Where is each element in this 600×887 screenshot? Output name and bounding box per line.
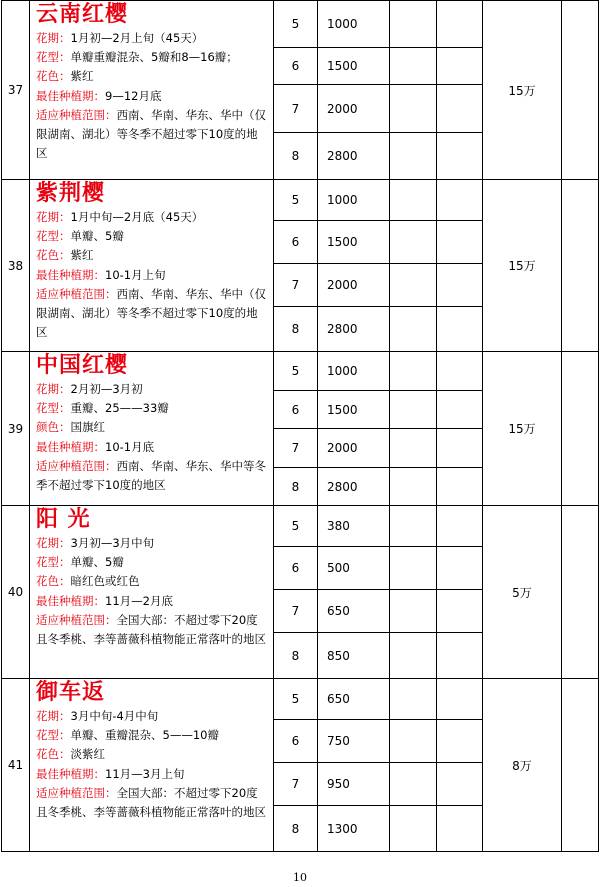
size-cell: 8 <box>274 633 318 679</box>
quantity-cell: 1300 <box>318 806 390 852</box>
detail-colon: ： <box>59 709 71 723</box>
size-cell: 5 <box>274 506 318 547</box>
entry-number: 37 <box>2 1 30 180</box>
size-cell: 7 <box>274 763 318 806</box>
size-cell: 8 <box>274 806 318 852</box>
detail-label: 颜色 <box>36 420 59 435</box>
size-cell: 7 <box>274 85 318 133</box>
detail-label: 花色 <box>36 69 59 84</box>
empty-cell-a <box>390 720 437 763</box>
detail-value: 单瓣、5瓣 <box>70 555 124 570</box>
empty-cell-b <box>437 806 483 852</box>
size-cell: 6 <box>274 547 318 590</box>
detail-value: 紫红 <box>70 69 94 84</box>
detail-label: 花期 <box>36 536 59 550</box>
empty-cell-a <box>390 133 437 180</box>
detail-line <box>36 592 269 611</box>
empty-cell-b <box>437 352 483 391</box>
empty-cell-c <box>562 180 599 352</box>
detail-label: 花期 <box>36 210 59 224</box>
size-cell: 8 <box>274 133 318 180</box>
empty-cell-b <box>437 429 483 468</box>
quantity-cell: 1500 <box>318 48 390 85</box>
detail-value: 3月初—3月中旬 <box>70 536 155 550</box>
detail-label: 花型 <box>36 728 59 743</box>
detail-colon: ： <box>59 210 71 224</box>
detail-label: 最佳种植期 <box>36 593 94 608</box>
detail-line <box>36 399 269 418</box>
empty-cell-a <box>390 547 437 590</box>
variety-description <box>30 352 274 506</box>
detail-line <box>36 726 269 745</box>
empty-cell-b <box>437 48 483 85</box>
detail-value: 紫红 <box>70 248 94 263</box>
quantity-cell: 650 <box>318 590 390 633</box>
detail-value: 暗红色或红色 <box>70 574 140 589</box>
detail-colon: ： <box>59 420 71 435</box>
detail-label: 适应种植范围 <box>36 612 105 627</box>
empty-cell-a <box>390 180 437 221</box>
empty-cell-a <box>390 429 437 468</box>
detail-colon: ： <box>59 31 71 45</box>
empty-cell-b <box>437 763 483 806</box>
empty-cell-a <box>390 679 437 720</box>
variety-name: 御车返 <box>36 680 106 705</box>
empty-cell-b <box>437 506 483 547</box>
variety-name: 中国红樱 <box>36 353 129 378</box>
detail-value: 重瓣、25——33瓣 <box>70 401 169 416</box>
detail-line <box>36 765 269 784</box>
variety-name: 云南红樱 <box>36 2 129 27</box>
empty-cell-a <box>390 590 437 633</box>
size-cell: 5 <box>274 180 318 221</box>
empty-cell-b <box>437 468 483 506</box>
detail-line <box>36 87 269 106</box>
quantity-cell: 1000 <box>318 180 390 221</box>
size-cell: 6 <box>274 391 318 429</box>
detail-value: 全国大部：不超过零下20度且冬季桃、李等蔷薇科植物能正常落叶的地区 <box>36 785 266 820</box>
detail-colon: ： <box>59 69 71 84</box>
quantity-cell: 750 <box>318 720 390 763</box>
empty-cell-c <box>562 506 599 679</box>
detail-colon: ： <box>59 747 71 762</box>
quantity-cell: 2000 <box>318 85 390 133</box>
quantity-cell: 950 <box>318 763 390 806</box>
detail-label: 花期 <box>36 709 59 723</box>
detail-value: 11月—2月底 <box>105 593 173 608</box>
detail-label: 花期 <box>36 382 59 396</box>
detail-value: 3月中旬-4月中旬 <box>70 709 159 723</box>
empty-cell-c <box>562 352 599 506</box>
empty-cell-a <box>390 264 437 307</box>
detail-label: 花型 <box>36 229 59 244</box>
detail-colon: ： <box>105 612 117 627</box>
detail-label: 最佳种植期 <box>36 439 94 454</box>
detail-value: 西南、华南、华东、华中（仅限湖南、湖北）等冬季不超过零下10度的地区 <box>36 286 266 340</box>
size-cell: 5 <box>274 679 318 720</box>
detail-value: 西南、华南、华东、华中等冬季不超过零下10度的地区 <box>36 458 266 493</box>
quantity-cell: 2800 <box>318 133 390 180</box>
size-cell: 6 <box>274 221 318 264</box>
detail-line <box>36 266 269 285</box>
detail-label: 花色 <box>36 574 59 589</box>
detail-line <box>36 208 269 227</box>
detail-colon: ： <box>93 439 105 454</box>
empty-cell-b <box>437 133 483 180</box>
detail-colon: ： <box>105 785 117 800</box>
detail-label: 最佳种植期 <box>36 267 94 282</box>
size-cell: 5 <box>274 352 318 391</box>
empty-cell-a <box>390 307 437 352</box>
detail-line <box>36 457 269 495</box>
detail-colon: ： <box>93 88 105 103</box>
detail-value: 单瓣、5瓣 <box>70 229 124 244</box>
empty-cell-a <box>390 221 437 264</box>
detail-line <box>36 572 269 591</box>
detail-line <box>36 48 269 67</box>
detail-colon: ： <box>59 248 71 263</box>
empty-cell-b <box>437 633 483 679</box>
detail-colon: ： <box>59 728 71 743</box>
detail-colon: ： <box>93 267 105 282</box>
variety-description <box>30 506 274 679</box>
detail-line <box>36 553 269 572</box>
detail-line <box>36 380 269 399</box>
quantity-cell: 850 <box>318 633 390 679</box>
detail-line <box>36 246 269 265</box>
quantity-cell: 1000 <box>318 1 390 48</box>
detail-label: 最佳种植期 <box>36 88 94 103</box>
detail-colon: ： <box>59 574 71 589</box>
quantity-cell: 500 <box>318 547 390 590</box>
price-table <box>1 0 599 852</box>
total-cell: 15万 <box>483 180 562 352</box>
detail-line <box>36 707 269 726</box>
detail-colon: ： <box>59 382 71 396</box>
empty-cell-a <box>390 352 437 391</box>
detail-value: 淡紫红 <box>70 747 105 762</box>
quantity-cell: 2000 <box>318 264 390 307</box>
empty-cell-a <box>390 391 437 429</box>
empty-cell-b <box>437 85 483 133</box>
empty-cell-b <box>437 391 483 429</box>
empty-cell-b <box>437 1 483 48</box>
quantity-cell: 2000 <box>318 429 390 468</box>
detail-line <box>36 227 269 246</box>
entry-number: 39 <box>2 352 30 506</box>
variety-description <box>30 679 274 852</box>
empty-cell-c <box>562 679 599 852</box>
entry-number: 38 <box>2 180 30 352</box>
detail-label: 花期 <box>36 31 59 45</box>
table-row <box>2 352 599 391</box>
detail-colon: ： <box>93 766 105 781</box>
empty-cell-a <box>390 85 437 133</box>
total-cell: 15万 <box>483 1 562 180</box>
total-cell: 15万 <box>483 352 562 506</box>
empty-cell-b <box>437 264 483 307</box>
detail-line <box>36 29 269 48</box>
empty-cell-c <box>562 1 599 180</box>
size-cell: 8 <box>274 307 318 352</box>
detail-label: 花型 <box>36 401 59 416</box>
variety-name: 阳 光 <box>36 507 91 532</box>
detail-value: 10-1月上旬 <box>105 267 166 282</box>
empty-cell-a <box>390 468 437 506</box>
page-number: 10 <box>293 871 307 884</box>
quantity-cell: 650 <box>318 679 390 720</box>
detail-value: 11月—3月上旬 <box>105 766 185 781</box>
detail-label: 适应种植范围 <box>36 785 105 800</box>
quantity-cell: 1500 <box>318 221 390 264</box>
empty-cell-a <box>390 806 437 852</box>
detail-label: 最佳种植期 <box>36 766 94 781</box>
detail-line <box>36 745 269 764</box>
empty-cell-b <box>437 307 483 352</box>
detail-colon: ： <box>59 536 71 550</box>
size-cell: 6 <box>274 720 318 763</box>
detail-line <box>36 611 269 649</box>
quantity-cell: 380 <box>318 506 390 547</box>
detail-label: 花色 <box>36 248 59 263</box>
variety-description <box>30 1 274 180</box>
quantity-cell: 2800 <box>318 307 390 352</box>
size-cell: 7 <box>274 590 318 633</box>
empty-cell-b <box>437 221 483 264</box>
detail-label: 适应种植范围 <box>36 286 105 301</box>
table-row <box>2 506 599 547</box>
entry-number: 40 <box>2 506 30 679</box>
detail-value: 1月中旬—2月底（45天） <box>70 210 204 224</box>
detail-colon: ： <box>59 50 71 65</box>
detail-label: 适应种植范围 <box>36 107 105 122</box>
total-cell: 8万 <box>483 679 562 852</box>
detail-value: 全国大部：不超过零下20度且冬季桃、李等蔷薇科植物能正常落叶的地区 <box>36 612 266 647</box>
quantity-cell: 1000 <box>318 352 390 391</box>
table-row <box>2 180 599 221</box>
detail-value: 单瓣重瓣混杂、5瓣和8—16瓣； <box>70 50 238 65</box>
size-cell: 7 <box>274 264 318 307</box>
variety-name: 紫荆樱 <box>36 181 106 206</box>
detail-value: 2月初—3月初 <box>70 382 143 396</box>
empty-cell-a <box>390 763 437 806</box>
detail-colon: ： <box>105 458 117 473</box>
detail-value: 国旗红 <box>70 420 105 435</box>
empty-cell-a <box>390 48 437 85</box>
empty-cell-b <box>437 720 483 763</box>
total-cell: 5万 <box>483 506 562 679</box>
detail-value: 9—12月底 <box>105 88 162 103</box>
detail-label: 花型 <box>36 50 59 65</box>
size-cell: 7 <box>274 429 318 468</box>
detail-label: 花色 <box>36 747 59 762</box>
table-row <box>2 1 599 48</box>
empty-cell-b <box>437 679 483 720</box>
detail-value: 单瓣、重瓣混杂、5——10瓣 <box>70 728 219 743</box>
detail-line <box>36 784 269 822</box>
empty-cell-b <box>437 180 483 221</box>
empty-cell-a <box>390 506 437 547</box>
table-body <box>2 1 599 852</box>
detail-label: 适应种植范围 <box>36 458 105 473</box>
empty-cell-b <box>437 547 483 590</box>
detail-label: 花型 <box>36 555 59 570</box>
size-cell: 5 <box>274 1 318 48</box>
entry-number: 41 <box>2 679 30 852</box>
empty-cell-b <box>437 590 483 633</box>
detail-line <box>36 106 269 164</box>
detail-value: 1月初—2月上旬（45天） <box>70 31 204 45</box>
table-row <box>2 679 599 720</box>
detail-line <box>36 534 269 553</box>
detail-value: 10-1月底 <box>105 439 155 454</box>
quantity-cell: 1500 <box>318 391 390 429</box>
quantity-cell: 2800 <box>318 468 390 506</box>
detail-colon: ： <box>105 286 117 301</box>
empty-cell-a <box>390 633 437 679</box>
detail-line <box>36 418 269 437</box>
detail-line <box>36 67 269 86</box>
detail-colon: ： <box>93 593 105 608</box>
detail-value: 西南、华南、华东、华中（仅限湖南、湖北）等冬季不超过零下10度的地区 <box>36 107 266 161</box>
detail-colon: ： <box>105 107 117 122</box>
detail-line <box>36 285 269 343</box>
detail-colon: ： <box>59 555 71 570</box>
size-cell: 8 <box>274 468 318 506</box>
variety-description <box>30 180 274 352</box>
detail-colon: ： <box>59 401 71 416</box>
empty-cell-a <box>390 1 437 48</box>
detail-colon: ： <box>59 229 71 244</box>
detail-line <box>36 438 269 457</box>
size-cell: 6 <box>274 48 318 85</box>
